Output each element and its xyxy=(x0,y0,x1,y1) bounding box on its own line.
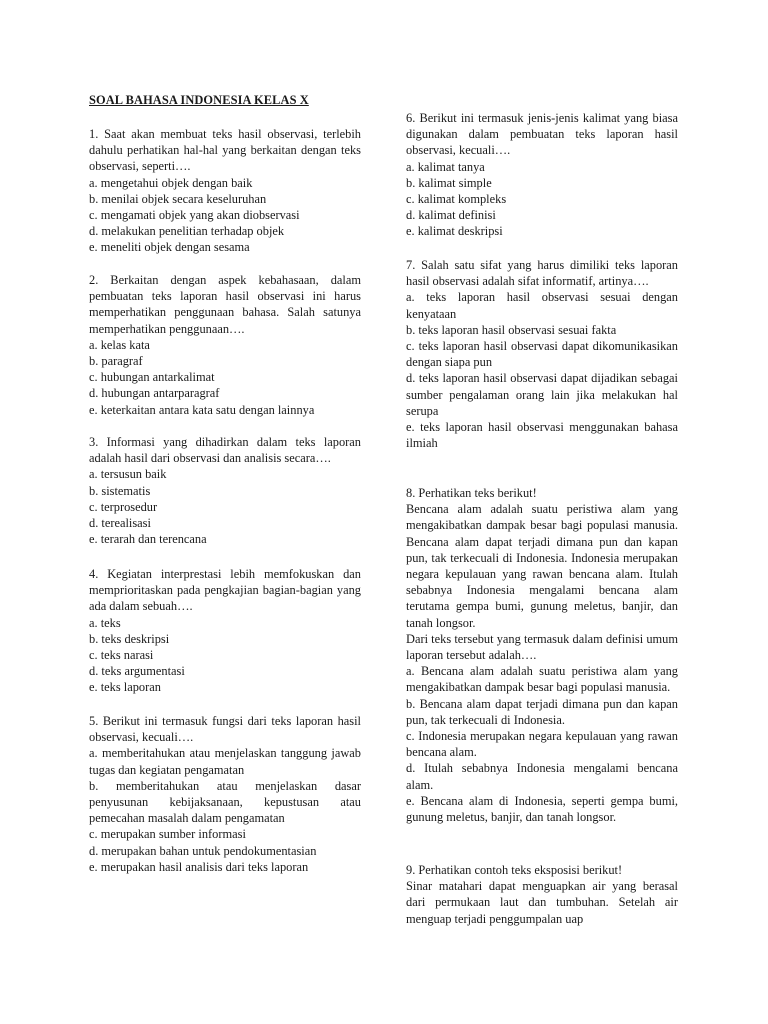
option-a: a. mengetahui objek dengan baik xyxy=(89,175,253,190)
question-6 xyxy=(406,110,678,240)
option-a: a. Bencana alam adalah suatu peristiwa alam yang mengakibatkan dampak besar bagi populasi manusia. xyxy=(406,664,678,695)
option-e: e. kalimat deskripsi xyxy=(406,224,503,239)
question-stem: 7. Salah satu sifat yang harus dimiliki teks laporan hasil observasi adalah sifat informatif, artinya…. xyxy=(406,258,678,289)
option-d: d. kalimat definisi xyxy=(406,208,496,223)
option-e: e. keterkaitan antara kata satu dengan lainnya xyxy=(89,402,315,417)
question-3 xyxy=(89,434,361,547)
option-c: c. terprosedur xyxy=(89,499,158,514)
question-stem: 3. Informasi yang dihadirkan dalam teks laporan adalah hasil dari observasi dan analisis secara…. xyxy=(89,435,361,466)
question-stem: 5. Berikut ini termasuk fungsi dari teks laporan hasil observasi, kecuali…. xyxy=(89,714,361,745)
option-b: b. Bencana alam dapat terjadi dimana pun dan kapan pun, tak terkecuali di Indonesia. xyxy=(406,696,678,727)
option-b: b. teks laporan hasil observasi sesuai fakta xyxy=(406,322,617,337)
passage-text: Bencana alam adalah suatu peristiwa alam yang mengakibatkan dampak besar bagi populasi manusia. Bencana alam dapat terjadi dimana pun dan kapan pun, tak terkecuali di Indonesia. Indonesia merupakan negara kepulauan yang rawan bencana alam. Itulah sebabnya Indonesia mengalami bencana alam terutama gempa bumi, gunung meletus, banjir, dan tanah longsor. xyxy=(406,502,678,630)
option-c: c. hubungan antarkalimat xyxy=(89,370,215,385)
question-1 xyxy=(89,126,361,256)
question-2 xyxy=(89,272,361,418)
page-title: SOAL BAHASA INDONESIA KELAS X xyxy=(89,93,309,107)
option-c: c. teks laporan hasil observasi dapat dikomunikasikan dengan siapa pun xyxy=(406,339,678,370)
question-8 xyxy=(406,485,678,825)
option-c: c. teks narasi xyxy=(89,648,154,663)
option-c: c. kalimat kompleks xyxy=(406,192,507,207)
option-c: c. mengamati objek yang akan diobservasi xyxy=(89,208,300,223)
question-stem: 1. Saat akan membuat teks hasil observasi, terlebih dahulu perhatikan hal-hal yang berkaitan dengan teks observasi, seperti…. xyxy=(89,127,361,174)
option-c: c. Indonesia merupakan negara kepulauan yang rawan bencana alam. xyxy=(406,729,678,760)
passage-text: Sinar matahari dapat menguapkan air yang berasal dari permukaan laut dan tumbuhan. Setelah air menguap terjadi penggumpalan uap xyxy=(406,879,678,926)
question-stem: 2. Berkaitan dengan aspek kebahasaan, dalam pembuatan teks laporan hasil observasi ini harus memperhatikan penggunaan bahasa. Salah satunya memperhatikan penggunaan…. xyxy=(89,273,361,336)
option-a: a. tersusun baik xyxy=(89,467,167,482)
option-e: e. terarah dan terencana xyxy=(89,532,207,547)
option-e: e. merupakan hasil analisis dari teks laporan xyxy=(89,859,309,874)
option-e: e. teks laporan xyxy=(89,680,161,695)
question-5 xyxy=(89,713,361,875)
option-d: d. merupakan bahan untuk pendokumentasian xyxy=(89,843,317,858)
option-e: e. meneliti objek dengan sesama xyxy=(89,240,250,255)
option-d: d. Itulah sebabnya Indonesia mengalami bencana alam. xyxy=(406,761,678,792)
option-d: d. teks laporan hasil observasi dapat dijadikan sebagai sumber pengalaman orang lain jika melakukan hal serupa xyxy=(406,371,678,418)
question-stem: 4. Kegiatan interprestasi lebih memfokuskan dan memprioritaskan pada pengkajian bagian-bagian yang ada dalam sebuah…. xyxy=(89,567,361,614)
question-9 xyxy=(406,862,678,927)
option-d: d. hubungan antarparagraf xyxy=(89,386,220,401)
question-stem: 8. Perhatikan teks berikut! xyxy=(406,486,537,500)
question-stem: 9. Perhatikan contoh teks eksposisi berikut! xyxy=(406,863,623,877)
option-b: b. sistematis xyxy=(89,483,151,498)
option-a: a. teks laporan hasil observasi sesuai dengan kenyataan xyxy=(406,290,678,321)
option-d: d. terealisasi xyxy=(89,516,151,531)
option-a: a. memberitahukan atau menjelaskan tanggung jawab tugas dan kegiatan pengamatan xyxy=(89,746,361,777)
option-c: c. merupakan sumber informasi xyxy=(89,827,246,842)
option-a: a. teks xyxy=(89,615,121,630)
option-d: d. teks argumentasi xyxy=(89,664,185,679)
option-b: b. memberitahukan atau menjelaskan dasar penyusunan kebijaksanaan, kepustusan atau pemecahan masalah dalam pengamatan xyxy=(89,778,361,826)
option-b: b. teks deskripsi xyxy=(89,631,170,646)
question-stem: 6. Berikut ini termasuk jenis-jenis kalimat yang biasa digunakan dalam pembuatan teks laporan hasil observasi, kecuali…. xyxy=(406,111,678,158)
option-a: a. kelas kata xyxy=(89,337,150,352)
question-7 xyxy=(406,257,678,451)
option-b: b. paragraf xyxy=(89,354,143,369)
option-b: b. menilai objek secara keseluruhan xyxy=(89,191,267,206)
question-4 xyxy=(89,566,361,696)
option-b: b. kalimat simple xyxy=(406,175,492,190)
option-e: e. teks laporan hasil observasi menggunakan bahasa ilmiah xyxy=(406,420,678,451)
option-e: e. Bencana alam di Indonesia, seperti gempa bumi, gunung meletus, banjir, dan tanah longsor. xyxy=(406,793,678,825)
option-d: d. melakukan penelitian terhadap objek xyxy=(89,224,285,239)
question-prompt: Dari teks tersebut yang termasuk dalam definisi umum laporan tersebut adalah…. xyxy=(406,631,678,663)
option-a: a. kalimat tanya xyxy=(406,159,485,174)
